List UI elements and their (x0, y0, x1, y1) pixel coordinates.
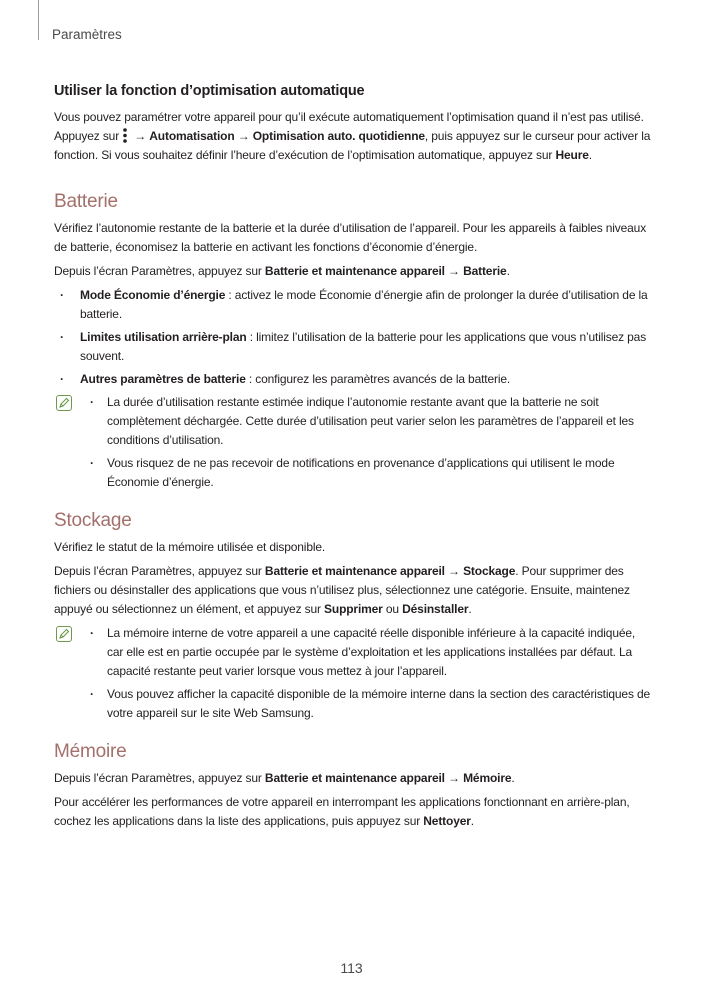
page-content (54, 82, 652, 836)
note-pencil-icon (56, 395, 72, 411)
note-item: · La durée d’utilisation restante estimée indique l’autonomie restante avant que la batterie ne soit complètement déchargée. Cette durée d’utilisation peut varier selon les paramètres de l’appareil et les conditions d’utilisation. (107, 393, 652, 450)
memory-text: Pour accélérer les performances de votre appareil en interrompant les applications fonctionnant en arrière-plan, cochez les applications dans la liste des applications, puis appuyez sur Nettoyer. (54, 795, 630, 828)
battery-options-list (54, 286, 652, 389)
memory-section (54, 742, 652, 831)
auto-optimization-heading: Utiliser la fonction d’optimisation automatique (54, 83, 365, 99)
note-item: · La mémoire interne de votre appareil a une capacité réelle disponible inférieure à la capacité indiquée, car elle est en partie occupée par le système d’exploitation et les applications installées par défaut. La capacité restante peut varier lorsque vous mettez à jour l’appareil. (107, 624, 652, 681)
battery-intro: Vérifiez l’autonomie restante de la batterie et la durée d’utilisation de l’appareil. Pour les appareils à faibles niveaux de batterie, économisez la batterie en activant les fonctions d’économie d’énergie. (54, 221, 647, 254)
list-item: · Limites utilisation arrière-plan : limitez l’utilisation de la batterie pour les applications que vous n’utilisez pas souvent. (54, 328, 652, 366)
auto-optimization-section (54, 82, 652, 165)
auto-optimization-text: Vous pouvez paramétrer votre appareil pour qu’il exécute automatiquement l’optimisation quand il n’est pas utilisé. Appuyez sur → Automatisation → Optimisation auto. quotidienne, puis appuyez sur le curseur pour activer la fonction. Si vous souhaitez définir l’heure d’exécution de l’optimisation automatique, appuyez sur Heure. (54, 110, 651, 162)
page-number: 113 (340, 960, 363, 976)
running-header: Paramètres (52, 27, 122, 42)
battery-note (54, 393, 652, 492)
header-rule (38, 0, 39, 40)
more-options-icon (121, 128, 129, 143)
storage-note (54, 624, 652, 723)
storage-title: Stockage (54, 510, 132, 531)
note-pencil-icon (56, 626, 72, 642)
list-item: · Autres paramètres de batterie : configurez les paramètres avancés de la batterie. (54, 370, 652, 389)
battery-path: Depuis l’écran Paramètres, appuyez sur Batterie et maintenance appareil → Batterie. (54, 264, 510, 278)
note-item: · Vous risquez de ne pas recevoir de notifications en provenance d’applications qui utilisent le mode Économie d’énergie. (107, 454, 652, 492)
note-item: · Vous pouvez afficher la capacité disponible de la mémoire interne dans la section des caractéristiques de votre appareil sur le site Web Samsung. (107, 685, 652, 723)
battery-title: Batterie (54, 191, 118, 212)
memory-title: Mémoire (54, 741, 127, 762)
battery-section (54, 192, 652, 492)
storage-section (54, 511, 652, 723)
storage-path: Depuis l’écran Paramètres, appuyez sur Batterie et maintenance appareil → Stockage. Pour supprimer des fichiers ou désinstaller des applications que vous n’utilisez plus, sélectionnez une catégorie. Ensuite, maintenez appuyé ou sélectionnez un élément, et appuyez sur Supprimer ou Désinstaller. (54, 564, 630, 616)
list-item: · Mode Économie d’énergie : activez le mode Économie d’énergie afin de prolonger la durée d’utilisation de la batterie. (54, 286, 652, 324)
storage-intro: Vérifiez le statut de la mémoire utilisée et disponible. (54, 540, 326, 554)
memory-path: Depuis l’écran Paramètres, appuyez sur Batterie et maintenance appareil → Mémoire. (54, 771, 515, 785)
